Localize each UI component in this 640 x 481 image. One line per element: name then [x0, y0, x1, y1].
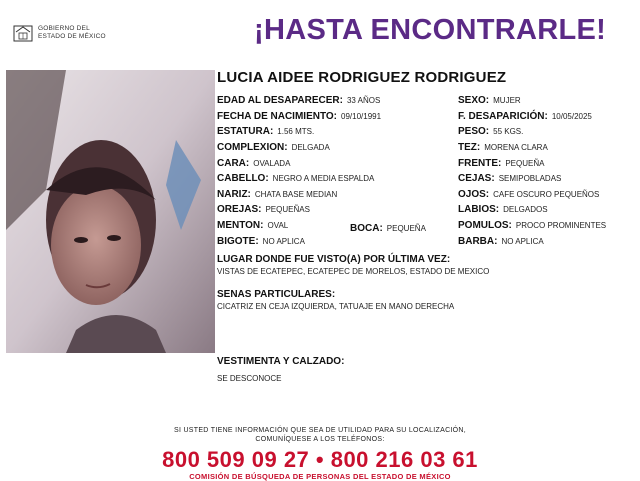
field-age: EDAD AL DESAPARECER: 33 AÑOS	[217, 95, 381, 106]
field-build: COMPLEXION: DELGADA	[217, 142, 330, 153]
field-eyes: OJOS: CAFE OSCURO PEQUEÑOS	[458, 189, 600, 200]
phone-numbers: 800 509 09 27 • 800 216 03 61	[162, 447, 478, 472]
clothing-label: VESTIMENTA Y CALZADO:	[217, 356, 345, 367]
logo-line-1: GOBIERNO DEL	[38, 25, 90, 32]
field-mouth: BOCA: PEQUEÑA	[350, 223, 426, 234]
last-seen-value: VISTAS DE ECATEPEC, ECATEPEC DE MORELOS, ESTADO DE MEXICO	[217, 267, 490, 276]
last-seen-label: LUGAR DONDE FUE VISTO(A) POR ÚLTIMA VEZ:	[217, 254, 451, 265]
footer-note-line-2: COMUNÍQUESE A LOS TELÉFONOS:	[255, 436, 385, 443]
footer-note-line-1: SI USTED TIENE INFORMACIÓN QUE SEA DE UTILIDAD PARA SU LOCALIZACIÓN,	[173, 427, 467, 434]
marks-value: CICATRIZ EN CEJA IZQUIERDA, TATUAJE EN MANO DERECHA	[217, 302, 455, 311]
field-eyebrows: CEJAS: SEMIPOBLADAS	[458, 173, 562, 184]
field-face: CARA: OVALADA	[217, 158, 291, 169]
field-complexion: TEZ: MORENA CLARA	[458, 142, 548, 153]
marks-label: SENAS PARTICULARES:	[217, 289, 336, 300]
person-name: LUCIA AIDEE RODRIGUEZ RODRIGUEZ	[217, 69, 507, 86]
field-chin: MENTON: OVAL	[217, 220, 289, 231]
field-birthdate: FECHA DE NACIMIENTO: 09/10/1991	[217, 111, 382, 122]
logo-line-2: ESTADO DE MÉXICO	[38, 33, 106, 40]
field-ears: OREJAS: PEQUEÑAS	[217, 204, 310, 215]
field-sex: SEXO: MUJER	[458, 95, 521, 106]
field-height: ESTATURA: 1.56 MTS.	[217, 126, 315, 137]
field-mustache: BIGOTE: NO APLICA	[217, 236, 305, 247]
field-lips: LABIOS: DELGADOS	[458, 204, 548, 215]
field-weight: PESO: 55 KGS.	[458, 126, 524, 137]
missing-person-photo	[6, 70, 215, 353]
state-seal-icon	[12, 22, 34, 44]
government-logo	[12, 22, 122, 44]
field-nose: NARIZ: CHATA BASE MEDIAN	[217, 189, 338, 200]
field-disappearance-date: F. DESAPARICIÓN: 10/05/2025	[458, 111, 592, 122]
field-beard: BARBA: NO APLICA	[458, 236, 544, 247]
headline: ¡HASTA ENCONTRARLE!	[254, 14, 607, 46]
clothing-value: SE DESCONOCE	[217, 374, 282, 383]
field-hair: CABELLO: NEGRO A MEDIA ESPALDA	[217, 173, 375, 184]
commission-name: COMISIÓN DE BÚSQUEDA DE PERSONAS DEL ESTADO DE MÉXICO	[189, 472, 451, 481]
field-cheekbones: POMULOS: PROCO PROMINENTES	[458, 220, 607, 231]
field-forehead: FRENTE: PEQUEÑA	[458, 158, 545, 169]
